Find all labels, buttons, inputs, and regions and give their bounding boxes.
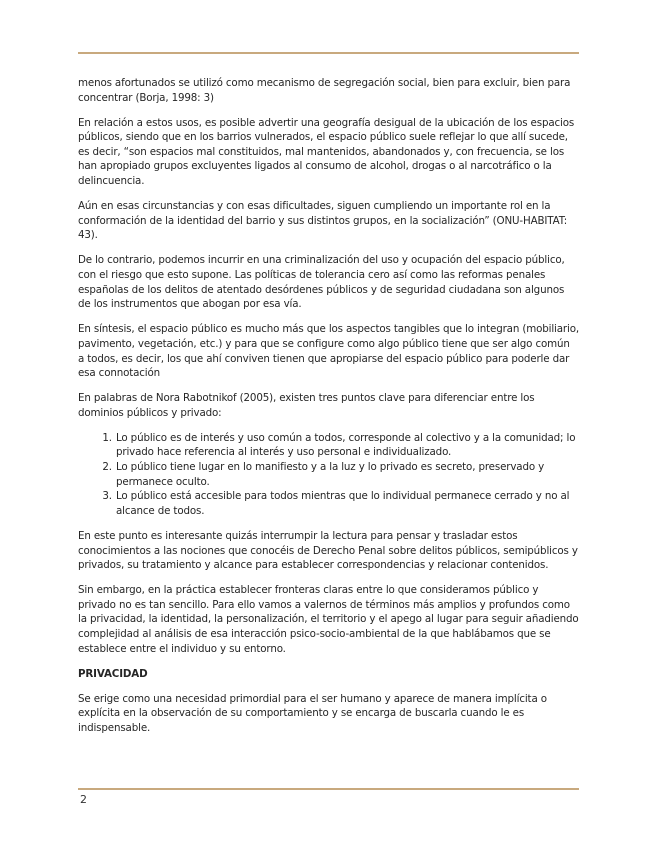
section-heading: PRIVACIDAD — [78, 667, 148, 680]
key-points-list — [78, 431, 579, 519]
document-body — [78, 76, 579, 746]
paragraph: Sin embargo, en la práctica establecer fronteras claras entre lo que consideramos público y privado no es tan sencillo. Para ello vamos a valernos de términos más amplios y profundos como la privacidad, la identidad, la personalización, el territorio y el apego al lugar para seguir añadiendo complejidad al análisis de esa interacción psico-socio-ambiental de la que hablábamos que se establece entre el individuo y su entorno. — [78, 584, 579, 655]
paragraph: En palabras de Nora Rabotnikof (2005), existen tres puntos clave para diferenciar entre los dominios públicos y privado: — [78, 392, 535, 419]
paragraph: En relación a estos usos, es posible advertir una geografía desigual de la ubicación de los espacios públicos, siendo que en los barrios vulnerados, el espacio público suele reflejar lo que allí sucede, es decir, “son espacios mal constituidos, mal mantenidos, abandonados y, con frecuencia, se los han apropiado grupos excluyentes ligados al consumo de alcohol, drogas o al narcotráfico o la delincuencia. — [78, 116, 575, 188]
paragraph: menos afortunados se utilizó como mecanismo de segregación social, bien para excluir, bien para concentrar (Borja, 1998: 3) — [78, 77, 571, 104]
footer-rule — [78, 788, 579, 790]
list-item: 2. Lo público tiene lugar en lo manifiesto y a la luz y lo privado es secreto, preservado y permanece oculto. — [115, 460, 579, 489]
paragraph: Aún en esas circunstancias y con esas dificultades, siguen cumpliendo un importante rol en la conformación de la identidad del barrio y sus distintos grupos, en la socialización” (ONU-HABITAT: 43). — [78, 200, 568, 242]
header-rule — [78, 52, 579, 54]
list-item: 3. Lo público está accesible para todos mientras que lo individual permanece cerrado y no al alcance de todos. — [115, 489, 579, 518]
paragraph: En este punto es interesante quizás interrumpir la lectura para pensar y trasladar estos conocimientos a las nociones que conocéis de Derecho Penal sobre delitos públicos, semipúblicos y privados, su tratamiento y alcance para establecer correspondencias y relacionar contenidos. — [78, 529, 578, 572]
list-item: 1. Lo público es de interés y uso común a todos, corresponde al colectivo y a la comunidad; lo privado hace referencia al interés y uso personal e individualizado. — [115, 431, 579, 460]
paragraph: Se erige como una necesidad primordial para el ser humano y aparece de manera implícita o explícita en la observación de su comportamiento y se encarga de buscarla cuando le es indispensable. — [78, 692, 547, 734]
page-number: 2 — [80, 793, 87, 806]
paragraph: De lo contrario, podemos incurrir en una criminalización del uso y ocupación del espacio público, con el riesgo que esto supone. Las políticas de tolerancia cero así como las reformas penales españolas de los delitos de atentado desórdenes públicos y de seguridad ciudadana son algunos de los instrumentos que abogan por esa vía. — [78, 254, 565, 311]
paragraph: En síntesis, el espacio público es mucho más que los aspectos tangibles que lo integran (mobiliario, pavimento, vegetación, etc.) y para que se configure como algo público tiene que ser algo común a todos, es decir, los que ahí conviven tienen que apropiarse del espacio público para poderle dar esa connotación — [78, 323, 579, 380]
